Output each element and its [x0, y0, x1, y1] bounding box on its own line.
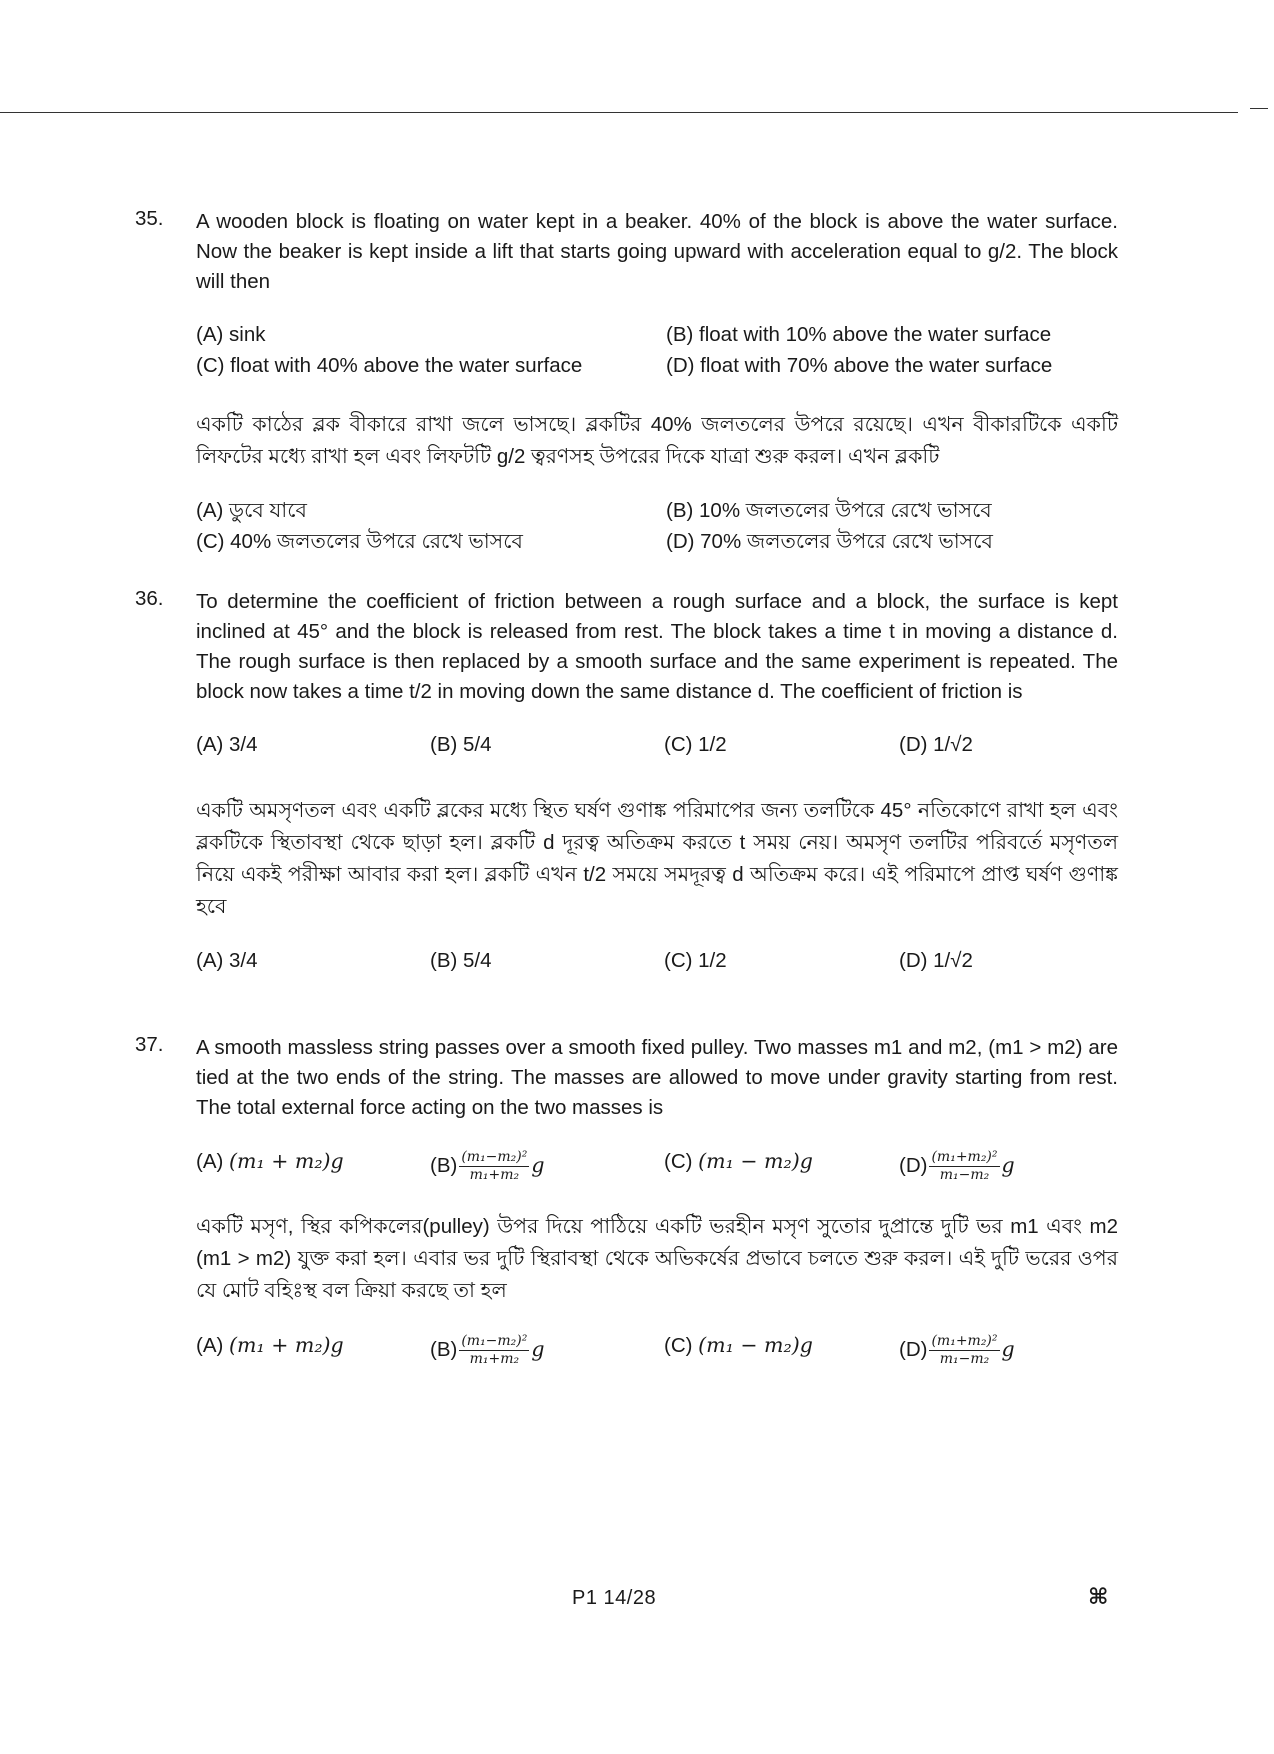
- option-b-bn: (B) $\frac{\text{(m₁−m₂)²}}{\text{m₁+m₂}}$ g: [430, 1333, 545, 1367]
- options-en: [196, 733, 1118, 773]
- header-rule-tick: [1250, 108, 1268, 109]
- option-d: (D) $\frac{\text{(m₁+m₂)²}}{\text{m₁−m₂}}$ g: [899, 1149, 1015, 1183]
- question-number: 36.: [135, 587, 164, 610]
- command-symbol-icon: ⌘: [1088, 1584, 1109, 1609]
- question-36: [135, 587, 1118, 989]
- option-b: (B) $\frac{\text{(m₁−m₂)²}}{\text{m₁+m₂}}$ g: [430, 1149, 545, 1183]
- question-stem-bn: একটি মসৃণ, স্থির কপিকলের(pulley) উপর দিয়ে পাঠিয়ে একটি ভরহীন মসৃণ সুতোর দুপ্রান্তে দুটি ভর m1 এবং m2 (m1 > m2) যুক্ত করা হল। এবার ভর দুটি স্থিরাবস্থা থেকে অভিকর্ষের প্রভাবে চলতে শুরু করল। এই দুটি ভরের ওপর যে মোট বহিঃস্থ বল ক্রিয়া করছে তা হল: [196, 1215, 1118, 1302]
- header-rule: [0, 112, 1238, 113]
- question-number: 37.: [135, 1033, 164, 1056]
- option-a-bn: (A) ডুবে যাবে: [196, 499, 307, 522]
- question-35: [135, 207, 1118, 557]
- options-en: [196, 1149, 1118, 1189]
- option-c: (C) (m₁ − m₂)g: [664, 1149, 813, 1173]
- option-c-bn: (C) (m₁ − m₂)g: [664, 1333, 813, 1357]
- option-d-bn: (D) 1/√2: [899, 949, 973, 972]
- option-b: (B) 5/4: [430, 733, 492, 756]
- option-d: (D) float with 70% above the water surface: [666, 354, 1053, 377]
- question-37: [135, 1033, 1118, 1373]
- option-b: (B) float with 10% above the water surface: [666, 323, 1052, 346]
- option-a: (A) (m₁ + m₂)g: [196, 1149, 344, 1173]
- options-bn: [196, 949, 1118, 989]
- options-en: [196, 319, 1118, 381]
- option-b-bn: (B) 10% জলতলের উপরে রেখে ভাসবে: [666, 499, 992, 522]
- option-a: (A) sink: [196, 323, 266, 346]
- question-stem-en: A smooth massless string passes over a smooth fixed pulley. Two masses m1 and m2, (m1 > m2) are tied at the two ends of the string. The masses are allowed to move under gravity starting from rest. The total external force acting on the two masses is: [196, 1036, 1118, 1119]
- option-c-bn: (C) 1/2: [664, 949, 727, 972]
- option-d-bn: (D) 70% জলতলের উপরে রেখে ভাসবে: [666, 530, 993, 553]
- option-c: (C) float with 40% above the water surface: [196, 354, 583, 377]
- option-d: (D) 1/√2: [899, 733, 973, 756]
- options-bn: [196, 1333, 1118, 1373]
- option-c-bn: (C) 40% জলতলের উপরে রেখে ভাসবে: [196, 530, 523, 553]
- question-stem-en: A wooden block is floating on water kept in a beaker. 40% of the block is above the water surface. Now the beaker is kept inside a lift that starts going upward with acceleration equal to g/2. The block will then: [196, 210, 1118, 293]
- option-a: (A) 3/4: [196, 733, 258, 756]
- question-number: 35.: [135, 207, 164, 230]
- question-stem-bn: একটি কাঠের ব্লক বীকারে রাখা জলে ভাসছে। ব্লকটির 40% জলতলের উপরে রয়েছে। এখন বীকারটিকে একটি লিফটের মধ্যে রাখা হল এবং লিফটটি g/2 ত্বরণসহ উপরের দিকে যাত্রা শুরু করল। এখন ব্লকটি: [196, 413, 1118, 468]
- page-number: P1 14/28: [572, 1587, 657, 1609]
- question-stem-bn: একটি অমসৃণতল এবং একটি ব্লকের মধ্যে স্থিত ঘর্ষণ গুণাঙ্ক পরিমাপের জন্য তলটিকে 45° নতিকোণে রাখা হল এবং ব্লকটিকে স্থিতাবস্থা থেকে ছাড়া হল। ব্লকটি d দূরত্ব অতিক্রম করতে t সময় নেয়। অমসৃণ তলটির পরিবর্তে মসৃণতল নিয়ে একই পরীক্ষা আবার করা হল। ব্লকটি এখন t/2 সময়ে সমদূরত্ব d অতিক্রম করে। এই পরিমাপে প্রাপ্ত ঘর্ষণ গুণাঙ্ক হবে: [196, 799, 1118, 918]
- option-d-bn: (D) $\frac{\text{(m₁+m₂)²}}{\text{m₁−m₂}}$ g: [899, 1333, 1015, 1367]
- option-a-bn: (A) 3/4: [196, 949, 258, 972]
- question-stem-en: To determine the coefficient of friction between a rough surface and a block, the surface is kept inclined at 45° and the block is released from rest. The block takes a time t in moving a distance d. The rough surface is then replaced by a smooth surface and the same experiment is repeated. The block now takes a time t/2 in moving down the same distance d. The coefficient of friction is: [196, 590, 1118, 703]
- option-a-bn: (A) (m₁ + m₂)g: [196, 1333, 344, 1357]
- options-bn: [196, 495, 1118, 557]
- option-c: (C) 1/2: [664, 733, 727, 756]
- option-b-bn: (B) 5/4: [430, 949, 492, 972]
